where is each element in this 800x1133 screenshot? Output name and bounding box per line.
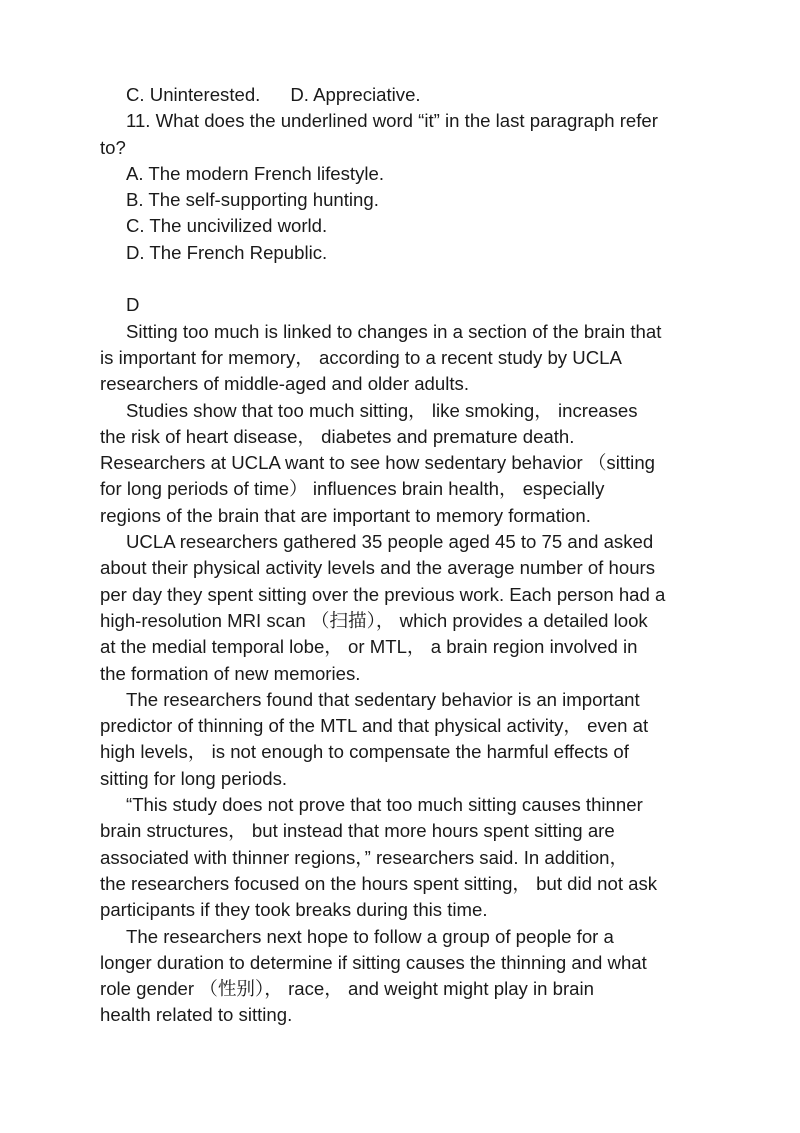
paragraph-4-line: The researchers found that sedentary behavior is an important [126,688,640,710]
question-11-option-d: D. The French Republic. [126,241,328,263]
paragraph-3-line: high-resolution MRI scan （扫描）， which provides a detailed look [100,609,648,631]
paragraph-5-line: associated with thinner regions，” researchers said. In addition， [100,846,629,868]
paragraph-3-line: the formation of new memories. [100,662,361,684]
paragraph-3-line: per day they spent sitting over the previous work. Each person had a [100,583,666,605]
paragraph-2-line: the risk of heart disease， diabetes and premature death. [100,425,575,447]
document-page [100,82,706,1029]
question-11-option-a: A. The modern French lifestyle. [126,162,385,184]
paragraph-2-line: Studies show that too much sitting， like smoking， increases [126,399,638,421]
paragraph-5-line: “This study does not prove that too much sitting causes thinner [126,794,643,816]
blank-line [100,266,706,292]
paragraph-1-line: is important for memory， according to a recent study by UCLA [100,346,622,368]
question-11-option-b: B. The self-supporting hunting. [126,189,379,211]
paragraph-6-line: role gender （性别）， race， and weight might play in brain [100,978,594,1000]
paragraph-2-line: regions of the brain that are important to memory formation. [100,504,591,526]
passage-label: D [126,294,140,316]
paragraph-3-line: about their physical activity levels and the average number of hours [100,557,656,579]
paragraph-5-line: the researchers focused on the hours spent sitting， but did not ask [100,872,658,894]
paragraph-6-line: The researchers next hope to follow a group of people for a [126,925,614,947]
question-10-options-tail [100,82,706,108]
paragraph-2-line: for long periods of time） influences brain health， especially [100,478,605,500]
paragraph-3-line: at the medial temporal lobe， or MTL， a brain region involved in [100,636,638,658]
option-c: C. Uninterested. [126,84,261,105]
paragraph-4-line: predictor of thinning of the MTL and that physical activity， even at [100,715,649,737]
paragraph-6-line: longer duration to determine if sitting causes the thinning and what [100,951,647,973]
paragraph-1-line: researchers of middle-aged and older adults. [100,373,469,395]
paragraph-3-line: UCLA researchers gathered 35 people aged 45 to 75 and asked [126,531,654,553]
question-11-stem-line-1: 11. What does the underlined word “it” in the last paragraph refer [126,110,658,132]
option-d: D. Appreciative. [290,84,421,105]
question-11-stem-line-2: to? [100,136,126,158]
paragraph-4-line: high levels， is not enough to compensate the harmful effects of [100,741,629,763]
question-11-option-c: C. The uncivilized world. [126,215,328,237]
paragraph-5-line: participants if they took breaks during this time. [100,899,488,921]
paragraph-1-line: Sitting too much is linked to changes in a section of the brain that [126,320,662,342]
paragraph-2-line: Researchers at UCLA want to see how sedentary behavior （sitting [100,452,655,474]
paragraph-6-line: health related to sitting. [100,1004,293,1026]
paragraph-5-line: brain structures， but instead that more hours spent sitting are [100,820,615,842]
paragraph-4-line: sitting for long periods. [100,767,288,789]
